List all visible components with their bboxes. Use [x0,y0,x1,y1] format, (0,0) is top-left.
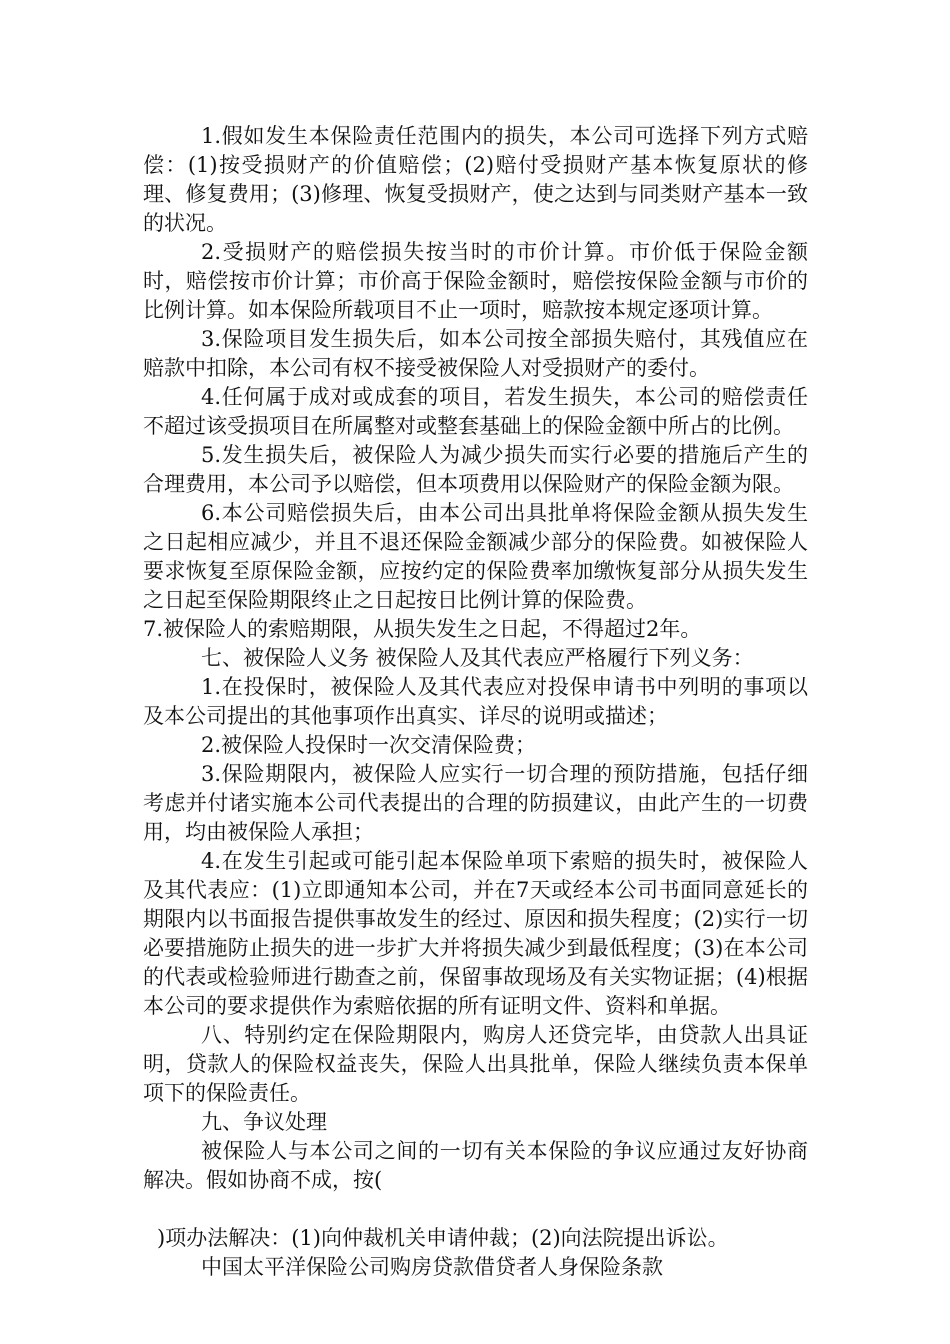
section-heading: 七、被保险人义务 被保险人及其代表应严格履行下列义务： [201,646,754,670]
document-body [143,122,808,1282]
paragraph: )项办法解决：(1)向仲裁机关申请仲裁；(2)向法院提出诉讼。 [157,1226,729,1250]
paragraph: 2.被保险人投保时一次交清保险费； [201,733,537,757]
section-heading: 八、特别约定在保险期限内，购房人还贷完毕，由贷款人出具证明，贷款人的保险权益丧失，保险人出具批单，保险人继续负责本保单项下的保险责任。 [143,1023,808,1105]
paragraph: 4.任何属于成对或成套的项目，若发生损失，本公司的赔偿责任不超过该受损项目在所属整对或整套基础上的保险金额中所占的比例。 [143,385,808,438]
section-heading: 九、争议处理 [201,1110,327,1134]
paragraph: 4.在发生引起或可能引起本保险单项下索赔的损失时，被保险人及其代表应：(1)立即通知本公司，并在7天或经本公司书面同意延长的期限内以书面报告提供事故发生的经过、原因和损失程度；(2)实行一切必要措施防止损失的进一步扩大并将损失减少到最低程度；(3)在本公司的代表或检验师进行勘查之前，保留事故现场及有关实物证据；(4)根据本公司的要求提供作为索赔依据的所有证明文件、资料和单据。 [143,849,808,1018]
paragraph: 7.被保险人的索赔期限，从损失发生之日起，不得超过2年。 [143,617,702,641]
paragraph: 被保险人与本公司之间的一切有关本保险的争议应通过友好协商解决。假如协商不成，按( [143,1139,808,1192]
paragraph: 6.本公司赔偿损失后，由本公司出具批单将保险金额从损失发生之日起相应减少，并且不退还保险金额减少部分的保险费。如被保险人要求恢复至原保险金额，应按约定的保险费率加缴恢复部分从损失发生之日起至保险期限终止之日起按日比例计算的保险费。 [143,501,808,612]
paragraph: 1.假如发生本保险责任范围内的损失，本公司可选择下列方式赔偿：(1)按受损财产的价值赔偿；(2)赔付受损财产基本恢复原状的修理、修复费用；(3)修理、恢复受损财产，使之达到与同类财产基本一致的状况。 [143,124,808,235]
paragraph: 5.发生损失后，被保险人为减少损失而实行必要的措施后产生的合理费用，本公司予以赔偿，但本项费用以保险财产的保险金额为限。 [143,443,808,496]
paragraph: 3.保险项目发生损失后，如本公司按全部损失赔付，其残值应在赔款中扣除，本公司有权不接受被保险人对受损财产的委付。 [143,327,808,380]
paragraph: 3.保险期限内，被保险人应实行一切合理的预防措施，包括仔细考虑并付诸实施本公司代表提出的合理的防损建议，由此产生的一切费用，均由被保险人承担； [143,762,808,844]
paragraph: 1.在投保时，被保险人及其代表应对投保申请书中列明的事项以及本公司提出的其他事项作出真实、详尽的说明或描述； [143,675,808,728]
document-title: 中国太平洋保险公司购房贷款借贷者人身保险条款 [201,1255,663,1279]
paragraph: 2.受损财产的赔偿损失按当时的市价计算。市价低于保险金额时，赔偿按市价计算；市价高于保险金额时，赔偿按保险金额与市价的比例计算。如本保险所载项目不止一项时，赔款按本规定逐项计算。 [143,240,808,322]
